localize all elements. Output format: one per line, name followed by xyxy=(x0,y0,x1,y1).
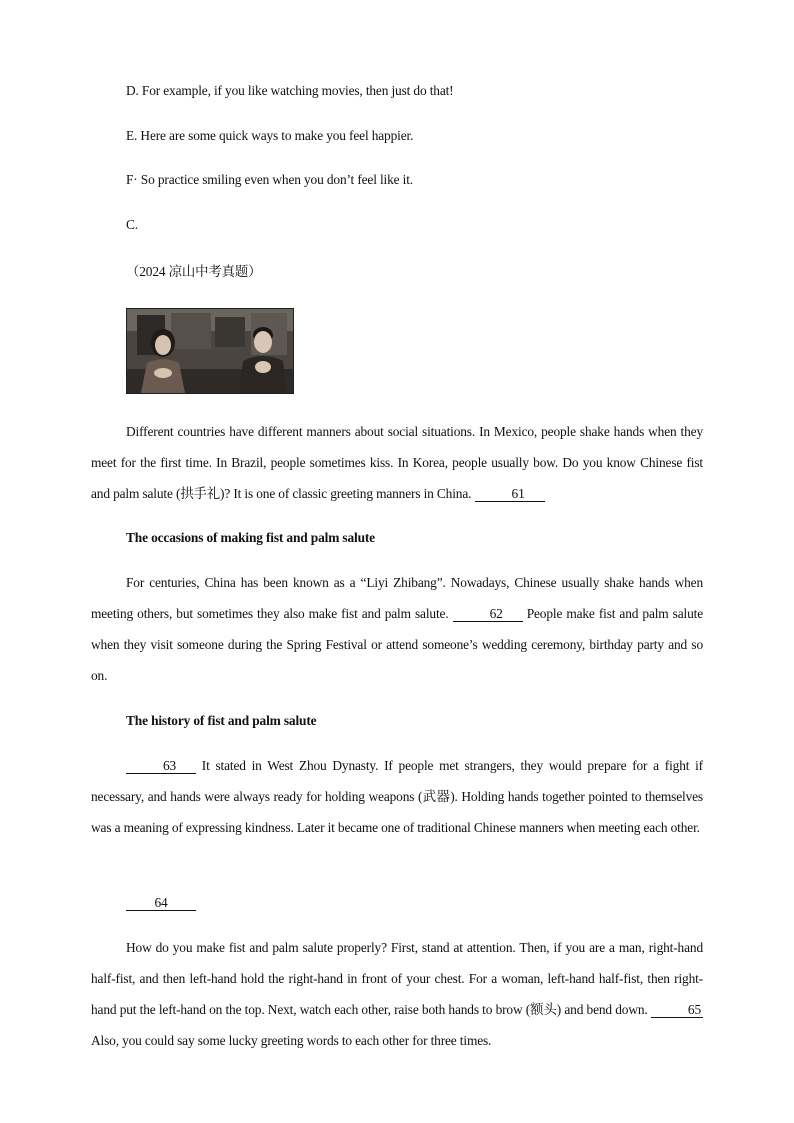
paragraph-2-text-after: People make fist and palm salute when they visit someone during the Spring Festival or attend someone’s wedding ceremony, birthday party and so on. xyxy=(91,606,703,683)
photo-illustration xyxy=(127,309,293,393)
blank-64-line xyxy=(126,895,196,911)
blank-61: 61 xyxy=(475,487,545,502)
paragraph-3 xyxy=(91,750,703,843)
paragraph-1 xyxy=(91,416,703,509)
blank-62: 62 xyxy=(453,607,523,622)
option-d: D. For example, if you like watching movies, then just do that! xyxy=(126,83,454,98)
heading-history: The history of fist and palm salute xyxy=(126,713,317,728)
option-e: E. Here are some quick ways to make you feel happier. xyxy=(126,128,414,143)
source-note: （2024 凉山中考真题） xyxy=(126,264,262,279)
paragraph-2-text-before: For centuries, China has been known as a “Liyi Zhibang”. Nowadays, Chinese usually shake hands when meeting others, but sometimes they also make fist and palm salute. xyxy=(91,575,703,621)
paragraph-4-text-after: Also, you could say some lucky greeting words to each other for three times. xyxy=(91,1033,492,1048)
paragraph-2 xyxy=(91,567,703,691)
heading-occasions: The occasions of making fist and palm salute xyxy=(126,530,375,545)
blank-63: 63 xyxy=(126,759,196,774)
paragraph-1-text: Different countries have different manners about social situations. In Mexico, people shake hands when they meet for the first time. In Brazil, people sometimes kiss. In Korea, people usually bow. Do you know Chinese fist and palm salute (拱手礼)? It is one of classic greeting manners in China. xyxy=(91,424,703,501)
blank-64: 64 xyxy=(126,896,196,911)
option-answer: C. xyxy=(126,217,138,232)
paragraph-4 xyxy=(91,932,703,1056)
option-f: F· So practice smiling even when you don’t feel like it. xyxy=(126,172,413,187)
paragraph-3-text: It stated in West Zhou Dynasty. If people met strangers, they would prepare for a fight if necessary, and hands were always ready for holding weapons (武器). Holding hands together pointed to themselves was a meaning of expressing kindness. Later it became one of traditional Chinese manners when meeting each other. xyxy=(91,758,703,835)
paragraph-4-text-before: How do you make fist and palm salute properly? First, stand at attention. Then, if you are a man, right-hand half-fist, and then left-hand hold the right-hand in front of your chest. For a woman, left-hand half-fist, then right-hand put the left-hand on the top. Next, watch each other, raise both hands to brow (额头) and bend down. xyxy=(91,940,703,1017)
greeting-photo xyxy=(126,308,294,394)
blank-65: 65 xyxy=(651,1003,703,1018)
